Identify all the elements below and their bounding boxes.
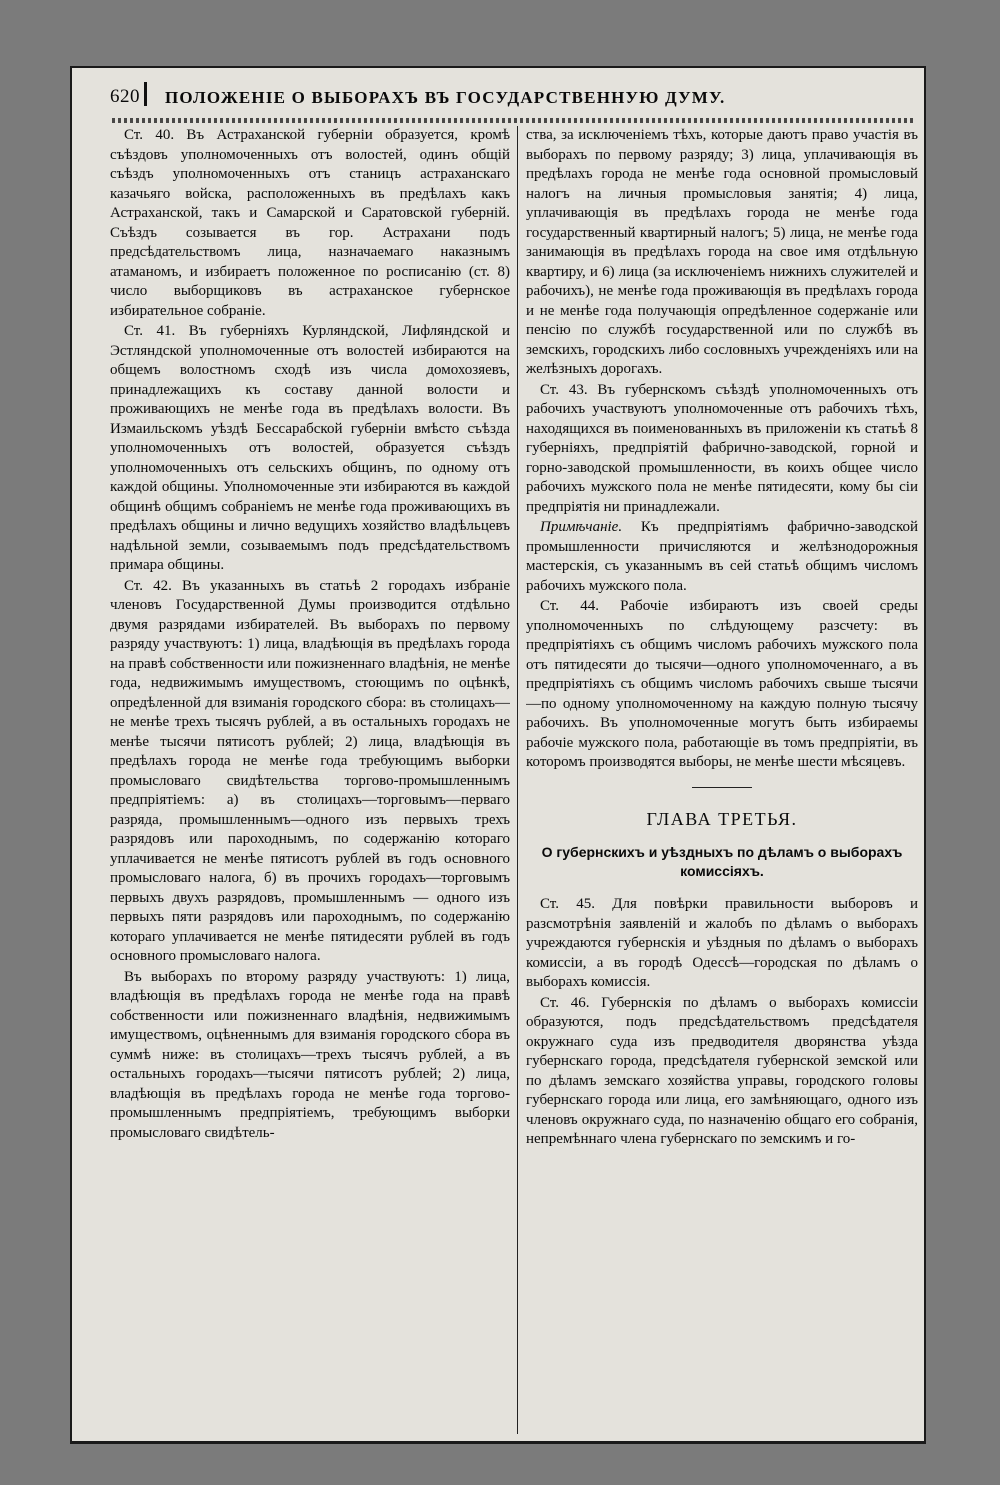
left-column — [110, 126, 510, 1430]
header-wavy-rule — [112, 118, 916, 123]
chapter-subtitle: О губернскихъ и уѣздныхъ по дѣламъ о выборахъ комиссіяхъ. — [541, 844, 903, 879]
article-42-second-category: Въ выборахъ по второму разряду участвуютъ: 1) лица, владѣющія въ предѣлахъ города не менѣе года на правѣ собственности или пожизненнаго владѣнія, недвижимымъ имуществомъ, оцѣненнымъ для взиманія городского сбора въ суммѣ ниже: въ столицахъ—трехъ тысячъ рублей, а въ остальныхъ городахъ—тысячи пятисотъ рублей; 2) лица, владѣющія въ предѣлахъ города не менѣе года торгово-промышленнымъ предпріятіемъ, требующимъ выборки промысловаго свидѣтель- — [110, 968, 510, 1141]
header-bracket — [144, 82, 147, 106]
running-title: ПОЛОЖЕНІЕ О ВЫБОРАХЪ ВЪ ГОСУДАРСТВЕННУЮ ДУМУ. — [165, 88, 726, 107]
chapter-title: ГЛАВА ТРЕТЬЯ. — [646, 808, 798, 829]
note-text: Къ предпріятіямъ фабрично-заводской промышленности причисляются и желѣзнодорожныя мастерскія, съ указаннымъ въ сей статьѣ общимъ числомъ рабочихъ мужского пола. — [526, 519, 918, 594]
page-header — [72, 68, 924, 114]
article-43-note — [526, 518, 918, 596]
article-42: Ст. 42. Въ указанныхъ въ статьѣ 2 городахъ избраніе членовъ Государственной Думы производится отдѣльно двумя разрядами избирателей. Въ выборахъ по первому разряду участвуютъ: 1) лица, владѣющія въ предѣлахъ города на правѣ собственности или пожизненнаго владѣнія, не менѣе года, недвижимымъ имуществомъ, стоющимъ по оцѣнкѣ, опредѣленной для взиманія городского сбора: въ столицахъ—не менѣе трехъ тысячъ рублей, а въ остальныхъ городахъ не менѣе тысячи пятисотъ рублей; 2) лица, владѣющія въ предѣлахъ города не менѣе года требующимъ выборки промысловаго свидѣтельства торгово-промышленнымъ предпріятіемъ: а) въ столицахъ—торговымъ—перваго разряда, промышленнымъ—одного изъ первыхъ трехъ разрядовъ или пароходнымъ, по содержанію котораго уплачивается не менѣе пятисотъ рублей въ годъ основного промысловаго налога, б) въ прочихъ городахъ—торговымъ первыхъ двухъ разрядовъ, промышленнымъ — одного изъ первыхъ пяти разрядовъ или пароходнымъ, по содержанію котораго уплачивается не менѣе пятидесяти рублей въ годъ основного промысловаго налога. — [110, 577, 510, 964]
bottom-rule — [72, 1441, 924, 1444]
article-44: Ст. 44. Рабочіе избираютъ изъ своей среды уполномоченныхъ по слѣдующему разсчету: въ предпріятіяхъ съ общимъ числомъ рабочихъ мужского пола отъ пятидесяти до тысячи—одного уполномоченнаго, а въ предпріятіяхъ съ общимъ числомъ рабочихъ свыше тысячи—по одному уполномоченному на каждую полную тысячу рабочихъ. Въ уполномоченные могутъ быть избираемы рабочіе мужского пола, работающіе въ томъ предпріятіи, въ которомъ производятся выборы, не менѣе шести мѣсяцевъ. — [526, 598, 918, 770]
article-43: Ст. 43. Въ губернскомъ съѣздѣ уполномоченныхъ отъ рабочихъ участвуютъ уполномоченные отъ рабочихъ тѣхъ, находящихся въ поименованныхъ въ приложеніи къ статьѣ 8 губерніяхъ, предпріятій фабрично-заводской, горной и горно-заводской промышленности, въ коихъ общее число рабочихъ мужского пола не менѣе пятидесяти, кому бы сіи предпріятія ни принадлежали. — [526, 381, 918, 515]
article-46: Ст. 46. Губернскія по дѣламъ о выборахъ комиссіи образуются, подъ предсѣдательствомъ предсѣдателя окружнаго суда изъ предводителя дворянства уѣзда губернскаго города, предсѣдателя губернской земской или по дѣламъ земскаго хозяйства управы, городского головы губернскаго города или лица, его замѣняющаго, одного изъ членовъ окружнаго суда, по назначенію общаго его собранія, непремѣннаго члена губернскаго по земскимъ и го- — [526, 994, 918, 1147]
chapter-separator — [692, 787, 752, 788]
right-column — [526, 126, 918, 1430]
article-45: Ст. 45. Для повѣрки правильности выборовъ и разсмотрѣнія заявленій и жалобъ по дѣламъ о выборахъ учреждаются губернскія и уѣздныя по дѣламъ о выборахъ комиссіи, а въ городѣ Одессѣ—городская по дѣламъ о выборахъ комиссія. — [526, 896, 918, 990]
page-number: 620 — [110, 86, 140, 107]
article-42-continued: ства, за исключеніемъ тѣхъ, которые даютъ право участія въ выборахъ по первому разряду; 3) лица, уплачивающія въ предѣлахъ города не менѣе года основной промысловый налогъ на личныя промысловыя занятія; 4) лица, уплачивающія въ предѣлахъ города не менѣе года государственный квартирный налогъ; 5) лица, не менѣе года занимающія въ предѣлахъ города на свое имя отдѣльную квартиру, и 6) лица (за исключеніемъ нижнихъ служителей и рабочихъ), не менѣе года проживающія въ предѣлахъ города и не менѣе года получающія опредѣленное содержаніе или пенсію по службѣ государственной или по службѣ въ земскихъ, городскихъ либо сословныхъ учрежденіяхъ или на желѣзныхъ дорогахъ. — [526, 127, 918, 377]
article-41: Ст. 41. Въ губерніяхъ Курляндской, Лифляндской и Эстляндской уполномоченные отъ волостей избираются на общемъ волостномъ сходѣ изъ числа домохозяевъ, принадлежащихъ къ составу данной волости и проживающихъ не менѣе года въ предѣлахъ волости. Въ Измаильскомъ уѣздѣ Бессарабской губерніи вмѣсто съѣзда уполномоченныхъ отъ волостей, образуется съѣздъ уполномоченныхъ отъ сельскихъ общинъ, по одному отъ каждой общины. Уполномоченные эти избираются въ каждой общинѣ общимъ собраніемъ не менѣе года проживающихъ въ предѣлахъ общины и лично ведущихъ хозяйство владѣльцевъ надѣльной земли, созываемымъ подъ предсѣдательствомъ примара общины. — [110, 323, 510, 573]
column-divider — [517, 126, 518, 1434]
article-40: Ст. 40. Въ Астраханской губерніи образуется, кромѣ съѣздовъ уполномоченныхъ отъ волостей, одинъ общій съѣздъ уполномоченныхъ отъ станицъ астраханскаго казачьяго войска, расположенныхъ въ предѣлахъ какъ Астраханской, такъ и Самарской и Саратовской губерній. Съѣздъ созывается въ гор. Астрахани подъ предсѣдательствомъ лица, назначаемаго наказнымъ атаманомъ, и избираетъ положенное по росписанію (ст. 8) число выборщиковъ въ астраханское губернское избирательное собраніе. — [110, 127, 510, 319]
page-sheet — [70, 66, 926, 1444]
note-label: Примѣчаніе. — [540, 519, 623, 535]
